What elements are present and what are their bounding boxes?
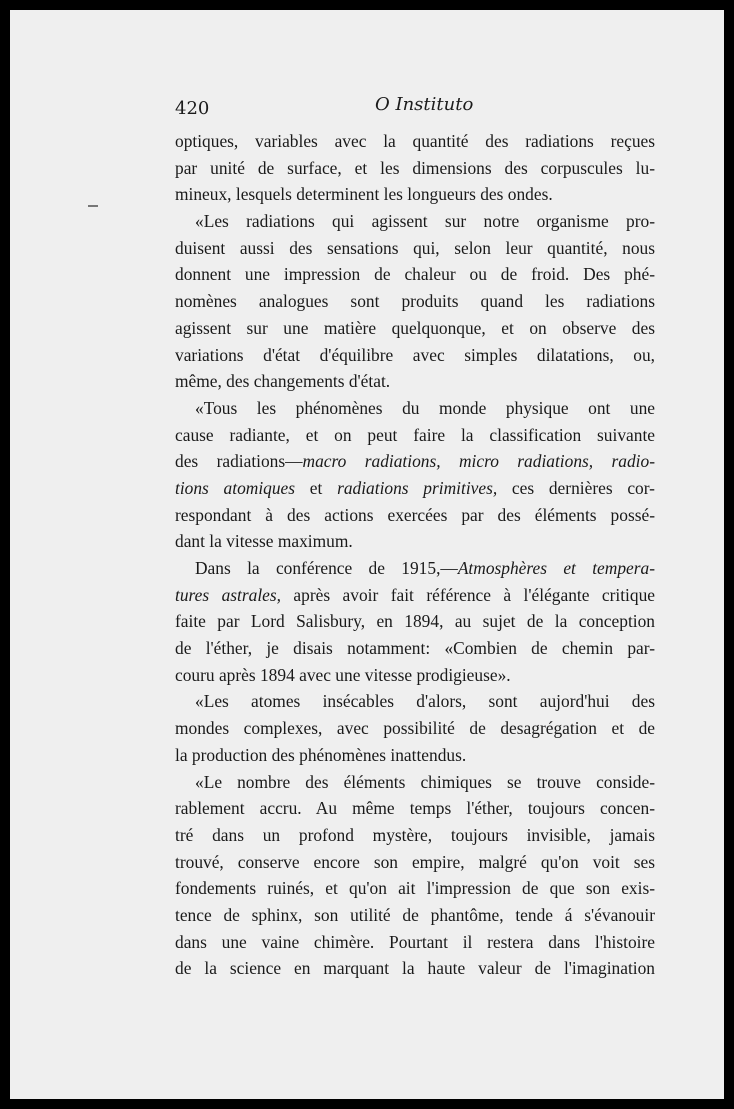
- text-span: par unité de surface, et les dimensions des corpuscules lu-: [175, 157, 655, 178]
- text-line: [175, 422, 655, 449]
- text-line: [175, 235, 655, 262]
- text-span: optiques, variables avec la quantité des radiations reçues: [175, 131, 655, 151]
- text-span: la production des phénomènes inattendus.: [175, 744, 467, 765]
- italic-text: tures astrales,: [175, 584, 281, 605]
- text-line: [175, 875, 655, 902]
- text-span: et: [295, 477, 338, 498]
- page-header: [175, 94, 665, 124]
- text-span: «Le nombre des éléments chimiques se trouve conside-: [195, 771, 655, 792]
- text-line: [175, 742, 655, 769]
- text-span: dans une vaine chimère. Pourtant il restera dans l'histoire: [175, 931, 655, 952]
- text-span: mineux, lesquels determinent les longueurs des ondes.: [175, 184, 553, 205]
- text-span: même, des changements d'état.: [175, 371, 391, 392]
- text-line: [175, 795, 655, 822]
- text-line: [175, 502, 655, 529]
- text-line: [175, 368, 655, 395]
- text-line: [175, 715, 655, 742]
- text-span: faite par Lord Salisbury, en 1894, au sujet de la conception: [175, 611, 655, 632]
- text-line: [175, 181, 655, 208]
- document-page: [10, 10, 724, 1099]
- text-line: [175, 902, 655, 929]
- text-span: «Tous les phénomènes du monde physique ont une: [195, 397, 655, 418]
- text-span: couru après 1894 avec une vitesse prodigieuse».: [175, 664, 511, 685]
- text-line: [175, 155, 655, 182]
- text-line: [175, 208, 655, 235]
- text-span: tence de sphinx, son utilité de phantôme, tende á s'évanouir: [175, 904, 655, 925]
- text-span: «Les radiations qui agissent sur notre organisme pro-: [195, 211, 655, 232]
- text-line: [175, 395, 655, 422]
- text-line: [175, 288, 655, 315]
- text-line: [175, 769, 655, 796]
- text-line: [175, 528, 655, 555]
- text-span: rablement accru. Au même temps l'éther, toujours concen-: [175, 798, 655, 819]
- text-span: nomènes analogues sont produits quand les radiations: [175, 291, 655, 312]
- scan-mark: [88, 205, 98, 207]
- text-span: tré dans un profond mystère, toujours invisible, jamais: [175, 824, 655, 845]
- text-line: [175, 555, 655, 582]
- italic-text: Atmosphères et tempera-: [457, 558, 655, 578]
- text-span: agissent sur une matière quelquonque, et on observe des: [175, 317, 655, 338]
- page-number: 420: [175, 98, 210, 119]
- text-line: [175, 929, 655, 956]
- text-line: [175, 128, 655, 155]
- text-line: [175, 261, 655, 288]
- text-span: trouvé, conserve encore son empire, malgré qu'on voit ses: [175, 851, 655, 872]
- body-text: [175, 128, 655, 982]
- text-span: donnent une impression de chaleur ou de froid. Des phé-: [175, 264, 655, 285]
- text-span: de la science en marquant la haute valeur de l'imagination: [175, 958, 655, 979]
- text-line: [175, 635, 655, 662]
- text-line: [175, 662, 655, 689]
- text-line: [175, 849, 655, 876]
- text-line: [175, 448, 655, 475]
- running-title: O Instituto: [375, 94, 474, 115]
- text-span: Dans la conférence de 1915,—: [195, 558, 458, 578]
- text-span: des radiations—: [175, 451, 303, 472]
- text-line: [175, 688, 655, 715]
- italic-text: tions atomiques: [175, 477, 296, 498]
- text-line: [175, 822, 655, 849]
- italic-text: radiations primitives,: [337, 477, 498, 498]
- text-span: fondements ruinés, et qu'on ait l'impression de que son exis-: [175, 878, 655, 899]
- text-line: [175, 342, 655, 369]
- text-span: duisent aussi des sensations qui, selon leur quantité, nous: [175, 237, 655, 258]
- text-span: ces dernières cor-: [497, 477, 655, 498]
- text-span: dant la vitesse maximum.: [175, 531, 353, 552]
- text-line: [175, 582, 655, 609]
- text-span: «Les atomes insécables d'alors, sont aujord'hui des: [195, 691, 655, 712]
- text-span: mondes complexes, avec possibilité de desagrégation et de: [175, 718, 655, 739]
- text-span: de l'éther, je disais notamment: «Combien de chemin par-: [175, 638, 655, 659]
- text-line: [175, 608, 655, 635]
- text-line: [175, 955, 655, 982]
- text-span: après avoir fait référence à l'élégante critique: [281, 584, 655, 605]
- text-line: [175, 315, 655, 342]
- italic-text: macro radiations, micro radiations, radio-: [302, 451, 656, 472]
- text-line: [175, 475, 655, 502]
- text-span: respondant à des actions exercées par des éléments possé-: [175, 504, 655, 525]
- text-span: variations d'état d'équilibre avec simples dilatations, ou,: [175, 344, 655, 365]
- text-span: cause radiante, et on peut faire la classification suivante: [175, 424, 655, 445]
